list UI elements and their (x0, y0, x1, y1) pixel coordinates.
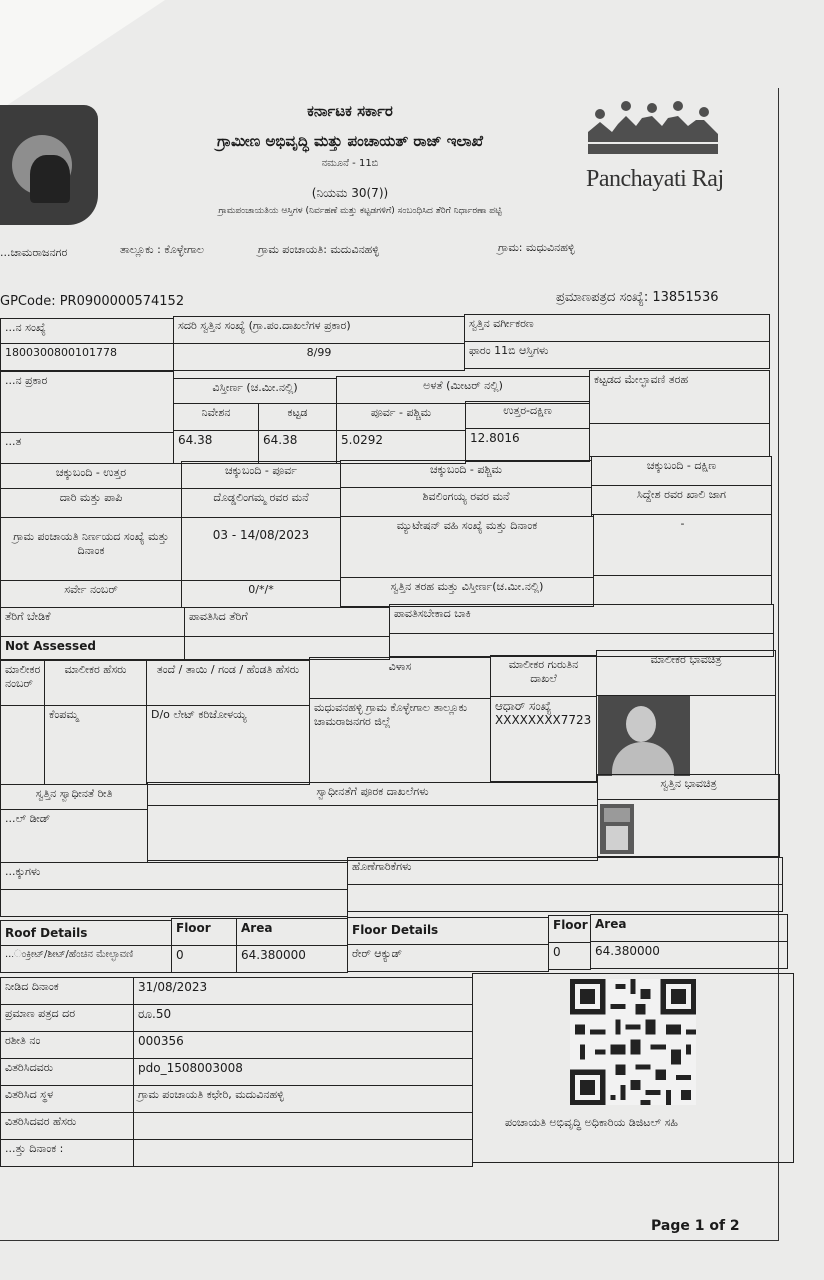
ownership-mode-label: ಸ್ವತ್ತಿನ ಸ್ವಾಧೀನತೆ ರೀತಿ (0, 784, 148, 810)
mutation-value: - (593, 514, 772, 576)
issue-place-value: ಗ್ರಾಮ ಪಂಚಾಯತಿ ಕಛೇರಿ, ಮದುವಿನಹಳ್ಳಿ (133, 1085, 473, 1113)
aadhaar-number: XXXXXXXX7723 (495, 713, 592, 727)
issued-by-label: ವಿತರಿಸಿದವರು (0, 1058, 134, 1086)
address-label: ವಿಳಾಸ (309, 657, 491, 699)
receipt-value: 000356 (133, 1031, 473, 1059)
property-photo-label: ಸ್ವತ್ತಿನ ಭಾವಚಿತ್ರ (597, 774, 780, 800)
owner-number-label: ಮಾಲೀಕರ ನಂಬರ್ (0, 660, 45, 706)
logo-text: Panchayati Raj (586, 166, 724, 192)
property-type-area-label: ಸ್ವತ್ತಿನ ತರಹ ಮತ್ತು ವಿಸ್ತೀರ್ಣ(ಚ.ಮೀ.ನಲ್ಲಿ) (340, 577, 594, 607)
north-south-value: 12.8016 (465, 428, 590, 462)
address-value: ಮಧುವನಹಳ್ಳಿ ಗ್ರಾಮ ಕೊಳ್ಳೇಗಾಲ ತಾಲ್ಲೂಕು ಚಾಮರಾಜನಗರ ಜಿಲ್ಲೆ (309, 698, 491, 783)
detail-area-header: Area (590, 914, 788, 942)
issue-date-label: ನೀಡಿದ ದಿನಾಂಕ (0, 977, 134, 1005)
north-boundary-value: ದಾರಿ ಮತ್ತು ಪಾಪಿ (0, 488, 182, 518)
roof-details-value: ...ಂಕ್ರೀಟ್/ಶೀಟ್/ಹೆಂಚಿನ ಮೇಲ್ಛಾವಣಿ (0, 945, 172, 973)
floor-details-header: Floor Details (347, 917, 549, 945)
site-label: ನಿವೇಶನ (173, 403, 259, 431)
tax-demand-label: ತೆರಿಗೆ ಬೇಡಿಕೆ (0, 607, 185, 637)
west-boundary-value: ಶಿವಲಿಂಗಯ್ಯ ರವರ ಮನೆ (340, 487, 592, 517)
receipt-label: ರಶೀತಿ ನಂ (0, 1031, 134, 1059)
detail-floor-header: Floor (548, 915, 591, 943)
liabilities-value (347, 884, 783, 912)
property-photo (600, 804, 634, 854)
detail-area-value: 64.380000 (590, 941, 788, 969)
east-boundary-label: ಚಕ್ಕುಬಂದಿ - ಪೂರ್ವ (181, 461, 341, 489)
issue-date-value: 31/08/2023 (133, 977, 473, 1005)
classification-label: ಸ್ವತ್ತಿನ ವರ್ಗೀಕರಣ (464, 314, 770, 342)
tax-paid-label: ಪಾವತಿಸಿದ ತೆರಿಗೆ (184, 607, 390, 637)
owner-name-value: ಕೆಂಪಮ್ಮ (44, 705, 147, 785)
roof-details-header: Roof Details (0, 920, 172, 946)
sign-date-label: ...ತ್ತು ದಿನಾಂಕ : (0, 1139, 134, 1167)
ownership-docs-label: ಸ್ವಾಧೀನತೆಗೆ ಪೂರಕ ದಾಖಲೆಗಳು (147, 782, 598, 806)
people-logo-icon (580, 98, 730, 160)
tax-status: Not Assessed (0, 636, 185, 660)
district-label: ...ಚಾಮರಾಜನಗರ (0, 246, 68, 259)
department-title: ಗ್ರಾಮೀಣ ಅಭಿವೃದ್ಧಿ ಮತ್ತು ಪಂಚಾಯತ್ ರಾಜ್ ಇಲಾಖೆ (216, 132, 484, 150)
local-number-label: ಸದರಿ ಸ್ವತ್ತಿನ ಸಂಖ್ಯೆ (ಗ್ರಾ.ಪಂ.ದಾಖಲೆಗಳ ಪ್ರಕಾರ) (173, 316, 465, 344)
floor-details-value: ರೇರ್ ಆಕ್ಯುಡ್ (347, 944, 549, 972)
state-emblem (0, 105, 98, 225)
government-title: ಕರ್ನಾಟಕ ಸರ್ಕಾರ (307, 102, 393, 120)
owner-id-value (490, 696, 597, 782)
local-number-value: 8/99 (173, 343, 465, 371)
aadhaar-type: ಆಧಾರ್ ಸಂಖ್ಯೆ (495, 699, 552, 713)
form-number: ನಮೂನೆ - 11ಬಿ (321, 158, 379, 169)
east-boundary-value: ದೊಡ್ಡಲಿಂಗಮ್ಮ ರವರ ಮನೆ (181, 488, 341, 518)
north-south-label: ಉತ್ತರ-ದಕ್ಷಿಣ (465, 401, 590, 429)
form-subtitle: ಗ್ರಾಮಪಂಚಾಯತಿಯ ಆಸ್ತಿಗಳ (ನಿರ್ವಹಣೆ ಮತ್ತು ಕಟ್ಟಡಗಳಿಗೆ) ಸಂಬಂಧಿಸಿದ ತೆರಿಗೆ ನಿರ್ಧಾರಣಾ ಪಟ್ಟಿ (218, 206, 502, 216)
relation-value: D/o ಲೇಟ್ ಕರಿಜೋಳಯ್ಯ (146, 705, 310, 785)
roof-type-value (589, 423, 770, 457)
ownership-docs-value (147, 805, 598, 861)
property-id-value: 1800300800101778 (0, 343, 174, 371)
building-label: ಕಟ್ಟಡ (258, 403, 337, 431)
rights-value (0, 889, 348, 917)
building-area-value: 64.38 (258, 430, 337, 464)
owner-number-value (0, 705, 45, 785)
page-number: Page 1 of 2 (651, 1218, 740, 1234)
survey-number-value: 0/*/* (181, 580, 341, 608)
tax-due-label: ಪಾವತಿಸಬೇಕಾದ ಬಾಕಿ (389, 604, 774, 634)
issuer-name-label: ವಿತರಿಸಿದವರ ಹೆಸರು (0, 1112, 134, 1140)
survey-number-label: ಸರ್ವೇ ನಂಬರ್ (0, 580, 182, 608)
relation-label: ತಂದೆ / ತಾಯಿ / ಗಂಡ / ಹೆಂಡತಿ ಹೆಸರು (146, 660, 310, 706)
gp-code: GPCode: PR0900000574152 (0, 294, 185, 309)
ownership-mode-value: ...ಲ್ ಡೀಡ್ (0, 809, 148, 863)
owner-photo (598, 696, 690, 776)
property-type-label: ...ನ ಪ್ರಕಾರ (0, 371, 174, 433)
north-boundary-label: ಚಕ್ಕುಬಂದಿ - ಉತ್ತರ (0, 463, 182, 489)
east-west-value: 5.0292 (336, 430, 466, 464)
issued-by-value: pdo_1508003008 (133, 1058, 473, 1086)
sign-date-value (133, 1139, 473, 1167)
taluk-label: ತಾಲ್ಲೂಕು : ಕೊಳ್ಳೇಗಾಲ (120, 243, 204, 256)
mutation-label: ಮ್ಯುಟೇಷನ್ ವಹಿ ಸಂಖ್ಯೆ ಮತ್ತು ದಿನಾಂಕ (340, 516, 594, 578)
site-area-value: 64.38 (173, 430, 259, 464)
liabilities-label: ಹೊಣೆಗಾರಿಕೆಗಳು (347, 857, 783, 885)
owner-photo-label: ಮಾಲೀಕರ ಭಾವಚಿತ್ರ (596, 650, 776, 696)
village-label: ಗ್ರಾಮ: ಮಧುವಿನಹಳ್ಳಿ (498, 241, 575, 254)
issuer-name-value (133, 1112, 473, 1140)
certificate-number: ಪ್ರಮಾಣಪತ್ರದ ಸಂಖ್ಯೆ: 13851536 (556, 290, 719, 305)
south-boundary-label: ಚಕ್ಕುಬಂದಿ - ದಕ್ಷಿಣ (591, 456, 772, 486)
panchayati-raj-logo (580, 98, 740, 198)
detail-floor-value: 0 (548, 942, 591, 970)
east-west-label: ಪೂರ್ವ - ಪಶ್ಚಿಮ (336, 403, 466, 431)
roof-area-header: Area (236, 918, 348, 946)
area-label: ವಿಸ್ತೀರ್ಣ (ಚ.ಮೀ.ನಲ್ಲಿ) (173, 378, 337, 404)
resolution-value: 03 - 14/08/2023 (181, 517, 341, 581)
fee-label: ಪ್ರಮಾಣ ಪತ್ರದ ದರ (0, 1004, 134, 1032)
resolution-label: ಗ್ರಾಮ ಪಂಚಾಯತಿ ನಿರ್ಣಯದ ಸಂಖ್ಯೆ ಮತ್ತು ದಿನಾಂಕ (0, 517, 182, 581)
owner-name-label: ಮಾಲೀಕರ ಹೆಸರು (44, 660, 147, 706)
roof-floor-header: Floor (171, 918, 237, 946)
dimension-row-label: ...ತ (0, 432, 174, 464)
digital-signature-label: ಪಂಚಾಯತಿ ಅಭಿವೃದ್ಧಿ ಅಧಿಕಾರಿಯ ಡಿಜಿಟಲ್ ಸಹಿ (505, 1116, 678, 1129)
rights-label: ...ಕ್ಕುಗಳು (0, 862, 348, 890)
qr-code-icon (570, 978, 696, 1106)
property-id-label: ...ನ ಸಂಖ್ಯೆ (0, 318, 174, 344)
rule-number: (ನಿಯಮ 30(7)) (311, 186, 389, 200)
south-boundary-value: ಸಿದ್ದೇಶ ರವರ ಖಾಲಿ ಜಾಗ (591, 485, 772, 515)
fee-value: ರೂ.50 (133, 1004, 473, 1032)
roof-floor-value: 0 (171, 945, 237, 973)
classification-value: ಫಾರಂ 11ಬಿ ಆಸ್ತಿಗಳು (464, 341, 770, 369)
issue-place-label: ವಿತರಿಸಿದ ಸ್ಥಳ (0, 1085, 134, 1113)
property-type-area-value (593, 575, 772, 605)
west-boundary-label: ಚಕ್ಕುಬಂದಿ - ಪಶ್ಚಿಮ (340, 460, 592, 488)
panchayat-label: ಗ್ರಾಮ ಪಂಚಾಯತಿ: ಮದುವಿನಹಳ್ಳಿ (258, 243, 379, 256)
owner-id-label: ಮಾಲೀಕರ ಗುರುತಿನ ದಾಖಲೆ (490, 655, 597, 697)
roof-type-label: ಕಟ್ಟಡದ ಮೇಲ್ಛಾವಣಿ ತರಹ (589, 370, 770, 424)
roof-area-value: 64.380000 (236, 945, 348, 973)
measure-label: ಅಳತೆ (ಮೀಟರ್ ನಲ್ಲಿ) (336, 376, 590, 404)
